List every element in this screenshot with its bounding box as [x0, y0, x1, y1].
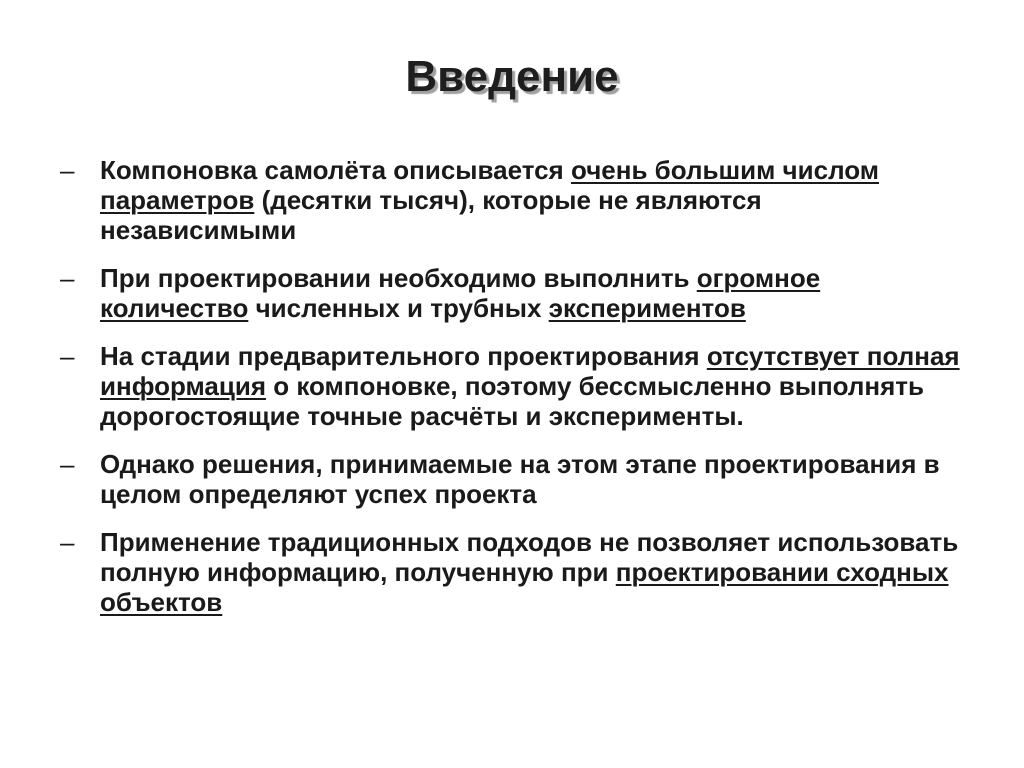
slide-title: Введение — [405, 52, 619, 101]
bullet-marker: – — [60, 449, 75, 479]
underlined-text: экспериментов — [548, 293, 746, 323]
underlined-text: огромное количество — [100, 263, 821, 323]
bullet-marker: – — [60, 341, 75, 371]
bullet-text — [100, 449, 940, 509]
bullet-text — [100, 527, 958, 617]
bullet-item — [60, 527, 960, 617]
bullet-text — [100, 155, 879, 245]
underlined-text: отсутствует полная информация — [100, 341, 960, 401]
text-run: о компоновке, поэтому бессмысленно выполнять дорогостоящие точные расчёты и эксперименты. — [100, 371, 925, 431]
text-run: Компоновка самолёта описывается — [100, 155, 571, 185]
text-run: При проектировании необходимо выполнить — [100, 263, 697, 293]
text-run: Однако решения, принимаемые на этом этапе проектирования в целом определяют успех проекта — [100, 449, 940, 509]
bullet-item — [60, 155, 960, 245]
text-run: (десятки тысяч), которые не являются независимыми — [100, 185, 762, 245]
bullet-marker: – — [60, 527, 75, 557]
bullet-list — [60, 155, 960, 635]
underlined-text: очень большим числом параметров — [100, 155, 880, 215]
bullet-item — [60, 341, 960, 431]
text-run: На стадии предварительного проектирования — [100, 341, 707, 371]
bullet-text — [100, 341, 960, 431]
text-run: численных и трубных — [248, 293, 549, 323]
bullet-item — [60, 449, 960, 509]
bullet-marker: – — [60, 263, 75, 293]
bullet-text — [100, 263, 820, 323]
bullet-item — [60, 263, 960, 323]
underlined-text: проектировании сходных объектов — [100, 557, 949, 617]
text-run: Применение традиционных подходов не позволяет использовать полную информацию, полученную при — [100, 527, 959, 587]
bullet-marker: – — [60, 155, 75, 185]
